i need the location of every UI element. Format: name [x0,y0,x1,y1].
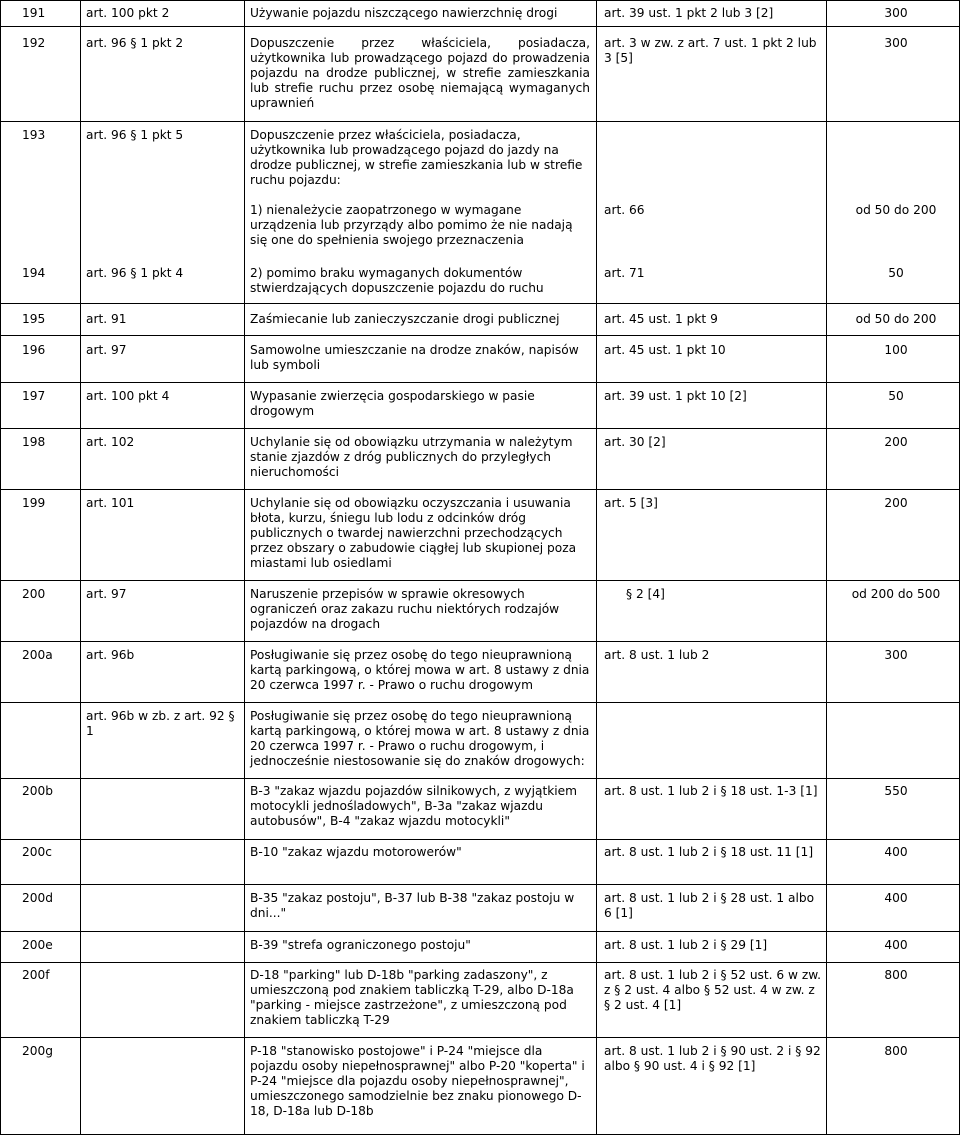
row-article: art. 97 [86,343,127,357]
row-number: 200e [22,938,53,952]
row-number: 197 [22,389,46,403]
row-code: art. 39 ust. 1 pkt 2 lub 3 [2] [604,6,774,20]
table-rule [0,121,960,122]
row-article: art. 102 [86,435,135,449]
row-code: art. 45 ust. 1 pkt 9 [604,312,718,326]
row-description: Wypasanie zwierzęcia gospodarskiego w pasie drogowym [250,389,535,418]
row-article: art. 101 [86,496,135,510]
table-rule [0,0,1,1135]
row-number: 194 [22,266,46,280]
row-code: art. 66 [604,203,645,217]
row-fine: od 50 do 200 [855,203,937,217]
row-fine: 400 [884,938,908,952]
row-description: Zaśmiecanie lub zanieczyszczanie drogi publicznej [250,312,560,326]
row-code: art. 39 ust. 1 pkt 10 [2] [604,389,747,403]
row-number: 200 [22,587,46,601]
table-rule [0,641,960,642]
row-number: 193 [22,128,46,142]
table-rule [826,0,827,1135]
row-article: art. 91 [86,312,127,326]
row-description: Dopuszczenie przez właściciela, posiadacza, użytkownika lub prowadzącego pojazd do prowadzenia pojazdu na drodze publicznej, w strefie zamieszkania lub strefie ruchu przez osobę niemającą wymaganych uprawnień [250,36,590,110]
row-article: art. 100 pkt 4 [86,389,170,403]
row-code: art. 45 ust. 1 pkt 10 [604,343,726,357]
table-rule [0,778,960,779]
row-article: art. 96 § 1 pkt 4 [86,266,184,280]
row-number: 192 [22,36,46,50]
row-code: art. 5 [3] [604,496,658,510]
table-rule [0,839,960,840]
table-rule [0,962,960,963]
row-article: art. 97 [86,587,127,601]
table-rule [0,428,960,429]
row-fine: 800 [884,968,908,982]
row-description: Dopuszczenie przez właściciela, posiadacza, użytkownika lub prowadzącego pojazd do jazdy na drodze publicznej, w strefie zamieszkania lub w strefie ruchu pojazdu: [250,128,583,187]
row-number: 199 [22,496,46,510]
row-fine: 200 [884,496,908,510]
row-article: art. 100 pkt 2 [86,6,170,20]
row-fine: 300 [884,36,908,50]
row-description: D-18 "parking" lub D-18b "parking zadaszony", z umieszczoną pod znakiem tabliczką T-29, albo D-18a "parking - miejsce zastrzeżone", z umieszczoną pod znakiem tabliczką T-29 [250,968,574,1027]
row-number: 200f [22,968,50,982]
row-code: art. 3 w zw. z art. 7 ust. 1 pkt 2 lub 3 [5] [604,36,817,65]
row-description: Uchylanie się od obowiązku oczyszczania i usuwania błota, kurzu, śniegu lub lodu z odcinków dróg publicznych o twardej nawierzchni przechodzących przez obszary o zabudowie ciągłej lub skupionej poza miastami lub osiedlami [250,496,577,570]
table-rule [0,931,960,932]
row-code: art. 8 ust. 1 lub 2 i § 29 [1] [604,938,768,952]
row-number: 198 [22,435,46,449]
row-article: art. 96b [86,648,135,662]
row-description: Uchylanie się od obowiązku utrzymania w należytym stanie zjazdów z dróg publicznych do przyległych nieruchomości [250,435,573,479]
row-number: 200b [22,784,53,798]
row-description: Posługiwanie się przez osobę do tego nieuprawnioną kartą parkingową, o której mowa w art. 8 ustawy z dnia 20 czerwca 1997 r. - Prawo o ruchu drogowym [250,648,590,692]
table-rule [0,1037,960,1038]
table-rule [0,580,960,581]
row-description: B-10 "zakaz wjazdu motorowerów" [250,845,462,859]
row-article: art. 96 § 1 pkt 5 [86,128,184,142]
row-description: Naruszenie przepisów w sprawie okresowych ograniczeń oraz zakazu ruchu niektórych rodzajów pojazdów na drogach [250,587,560,631]
row-code: art. 8 ust. 1 lub 2 i § 90 ust. 2 i § 92 albo § 90 ust. 4 i § 92 [1] [604,1044,821,1073]
row-description: 2) pomimo braku wymaganych dokumentów stwierdzających dopuszczenie pojazdu do ruchu [250,266,544,295]
table-rule [0,0,960,1]
row-article: art. 96b w zb. z art. 92 § 1 [86,709,235,738]
row-code: art. 8 ust. 1 lub 2 [604,648,710,662]
row-fine: 50 [888,389,904,403]
row-fine: 400 [884,845,908,859]
row-description: B-39 "strefa ograniczonego postoju" [250,938,471,952]
row-code: art. 8 ust. 1 lub 2 i § 52 ust. 6 w zw. z § 2 ust. 4 albo § 52 ust. 4 w zw. z § 2 ust. 4 [1] [604,968,822,1012]
row-number: 200a [22,648,53,662]
row-number: 200c [22,845,52,859]
row-fine: 800 [884,1044,908,1058]
row-fine: 300 [884,648,908,662]
row-code: art. 8 ust. 1 lub 2 i § 18 ust. 1-3 [1] [604,784,818,798]
row-fine: 100 [884,343,908,357]
row-description: B-35 "zakaz postoju", B-37 lub B-38 "zakaz postoju w dni..." [250,891,575,920]
row-code: art. 71 [604,266,645,280]
table-rule [0,26,960,27]
table-rule [244,0,245,1135]
row-number: 200d [22,891,53,905]
row-code: § 2 [4] [626,587,665,601]
row-description: P-18 "stanowisko postojowe" i P-24 "miejsce dla pojazdu osoby niepełnosprawnej" albo P-20 "koperta" i P-24 "miejsce dla pojazdu osoby niepełnosprawnej", umieszczonego samodzielnie bez znaku pionowego D-18, D-18a lub D-18b [250,1044,585,1118]
row-description: 1) nienależycie zaopatrzonego w wymagane urządzenia lub przyrządy albo pomimo że nie nadają się one do spełnienia swojego przeznaczenia [250,203,573,247]
row-fine: 550 [884,784,908,798]
row-code: art. 8 ust. 1 lub 2 i § 18 ust. 11 [1] [604,845,814,859]
row-code: art. 8 ust. 1 lub 2 i § 28 ust. 1 albo 6 [1] [604,891,815,920]
row-code: art. 30 [2] [604,435,666,449]
row-fine: od 200 do 500 [851,587,941,601]
table-rule [596,0,597,1135]
table-rule [0,489,960,490]
row-article: art. 96 § 1 pkt 2 [86,36,184,50]
row-number: 200g [22,1044,53,1058]
table-rule [80,0,81,1135]
table-rule [0,702,960,703]
table-rule [0,335,960,336]
row-description: B-3 "zakaz wjazdu pojazdów silnikowych, z wyjątkiem motocykli jednośladowych", B-3a "zakaz wjazdu autobusów", B-4 "zakaz wjazdu motocykli" [250,784,578,828]
row-fine: od 50 do 200 [855,312,937,326]
row-description: Używanie pojazdu niszczącego nawierzchnię drogi [250,6,558,20]
row-fine: 50 [888,266,904,280]
table-rule [0,382,960,383]
row-number: 196 [22,343,46,357]
row-fine: 400 [884,891,908,905]
row-fine: 300 [884,6,908,20]
table-rule [0,303,960,304]
table-rule [0,1134,960,1135]
row-number: 191 [22,6,46,20]
row-fine: 200 [884,435,908,449]
row-description: Posługiwanie się przez osobę do tego nieuprawnioną kartą parkingową, o której mowa w art. 8 ustawy z dnia 20 czerwca 1997 r. - Prawo o ruchu drogowym, i jednocześnie niestosowanie się do znaków drogowych: [250,709,590,768]
row-number: 195 [22,312,46,326]
table-rule [0,884,960,885]
row-description: Samowolne umieszczanie na drodze znaków, napisów lub symboli [250,343,579,372]
